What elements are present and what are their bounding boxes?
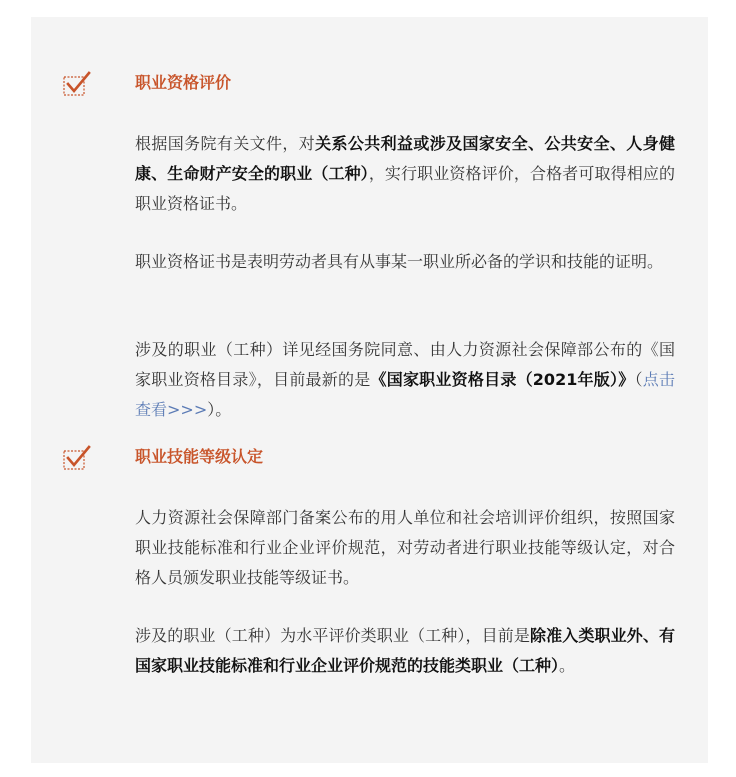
text: ）。 — [207, 400, 232, 419]
bold-text: 《国家职业资格目录（2021年版）》 — [370, 370, 635, 389]
text: 。 — [559, 656, 576, 675]
paragraph: 人力资源社会保障部门备案公布的用人单位和社会培训评价组织，按照国家职业技能标准和行业企业评价规范，对劳动者进行职业技能等级认定，对合格人员颁发职业技能等级证书。 — [135, 508, 675, 587]
section-title: 职业资格评价 — [135, 73, 232, 92]
bold-text: 除准入类职业外、有国家职业技能标准和行业企业评价规范的技能类职业（工种） — [135, 626, 675, 675]
paragraph — [135, 129, 675, 219]
checkbox-checked-icon — [63, 444, 91, 471]
view-catalog-link[interactable]: 点击查看>>> — [135, 370, 675, 419]
section-header-qualification — [31, 70, 708, 100]
text: 根据国务院有关文件，对 — [135, 134, 316, 153]
content-panel — [31, 17, 708, 763]
paragraph: 职业资格证书是表明劳动者具有从事某一职业所必备的学识和技能的证明。 — [135, 252, 664, 271]
paragraph — [135, 621, 675, 681]
text: （ — [634, 370, 643, 389]
text: 涉及的职业（工种）详见经国务院同意、由人力资源社会保障部公布的《国家职业资格目录》，目前最新的是 — [135, 340, 675, 389]
section-header-skill-level — [31, 444, 708, 474]
paragraph — [135, 335, 675, 425]
checkbox-checked-icon — [63, 70, 91, 97]
text: 涉及的职业（工种）为水平评价类职业（工种），目前是 — [135, 626, 531, 645]
text: ，实行职业资格评价，合格者可取得相应的职业资格证书。 — [135, 164, 675, 213]
bold-text: 关系公共利益或涉及国家安全、公共安全、人身健康、生命财产安全的职业（工种） — [135, 134, 675, 183]
section-title: 职业技能等级认定 — [135, 447, 264, 466]
